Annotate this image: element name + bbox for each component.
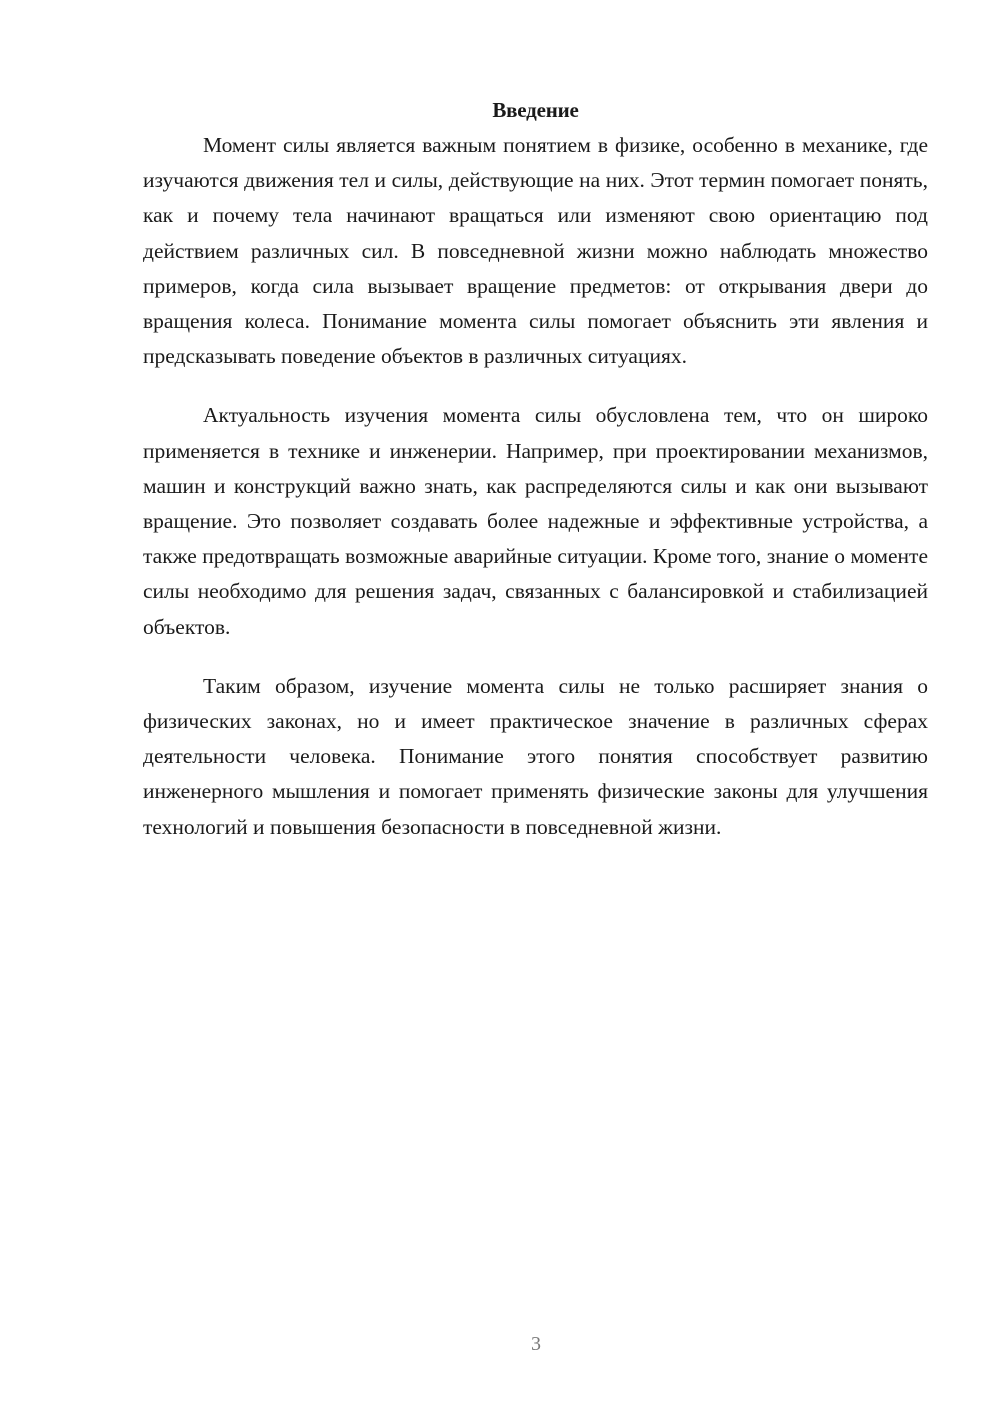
page-content	[143, 93, 928, 845]
page-number: 3	[531, 1333, 541, 1355]
paragraph-conclusion: Таким образом, изучение момента силы не только расширяет знания о физических законах, но и имеет практическое значение в различных сферах деятельности человека. Понимание этого понятия способствует развитию инженерного мышления и помогает применять физические законы для улучшения технологий и повышения безопасности в повседневной жизни.	[143, 673, 928, 839]
section-title: Введение	[492, 98, 579, 122]
paragraph-intro: Момент силы является важным понятием в физике, особенно в механике, где изучаются движения тел и силы, действующие на них. Этот термин помогает понять, как и почему тела начинают вращаться или изменяют свою ориентацию под действием различных сил. В повседневной жизни можно наблюдать множество примеров, когда сила вызывает вращение предметов: от открывания двери до вращения колеса. Понимание момента силы помогает объяснить эти явления и предсказывать поведение объектов в различных ситуациях.	[143, 133, 928, 369]
paragraph-relevance: Актуальность изучения момента силы обусловлена тем, что он широко применяется в технике и инженерии. Например, при проектировании механизмов, машин и конструкций важно знать, как распределяются силы и как они вызывают вращение. Это позволяет создавать более надежные и эффективные устройства, а также предотвращать возможные аварийные ситуации. Кроме того, знание о моменте силы необходимо для решения задач, связанных с балансировкой и стабилизацией объектов.	[143, 403, 928, 639]
